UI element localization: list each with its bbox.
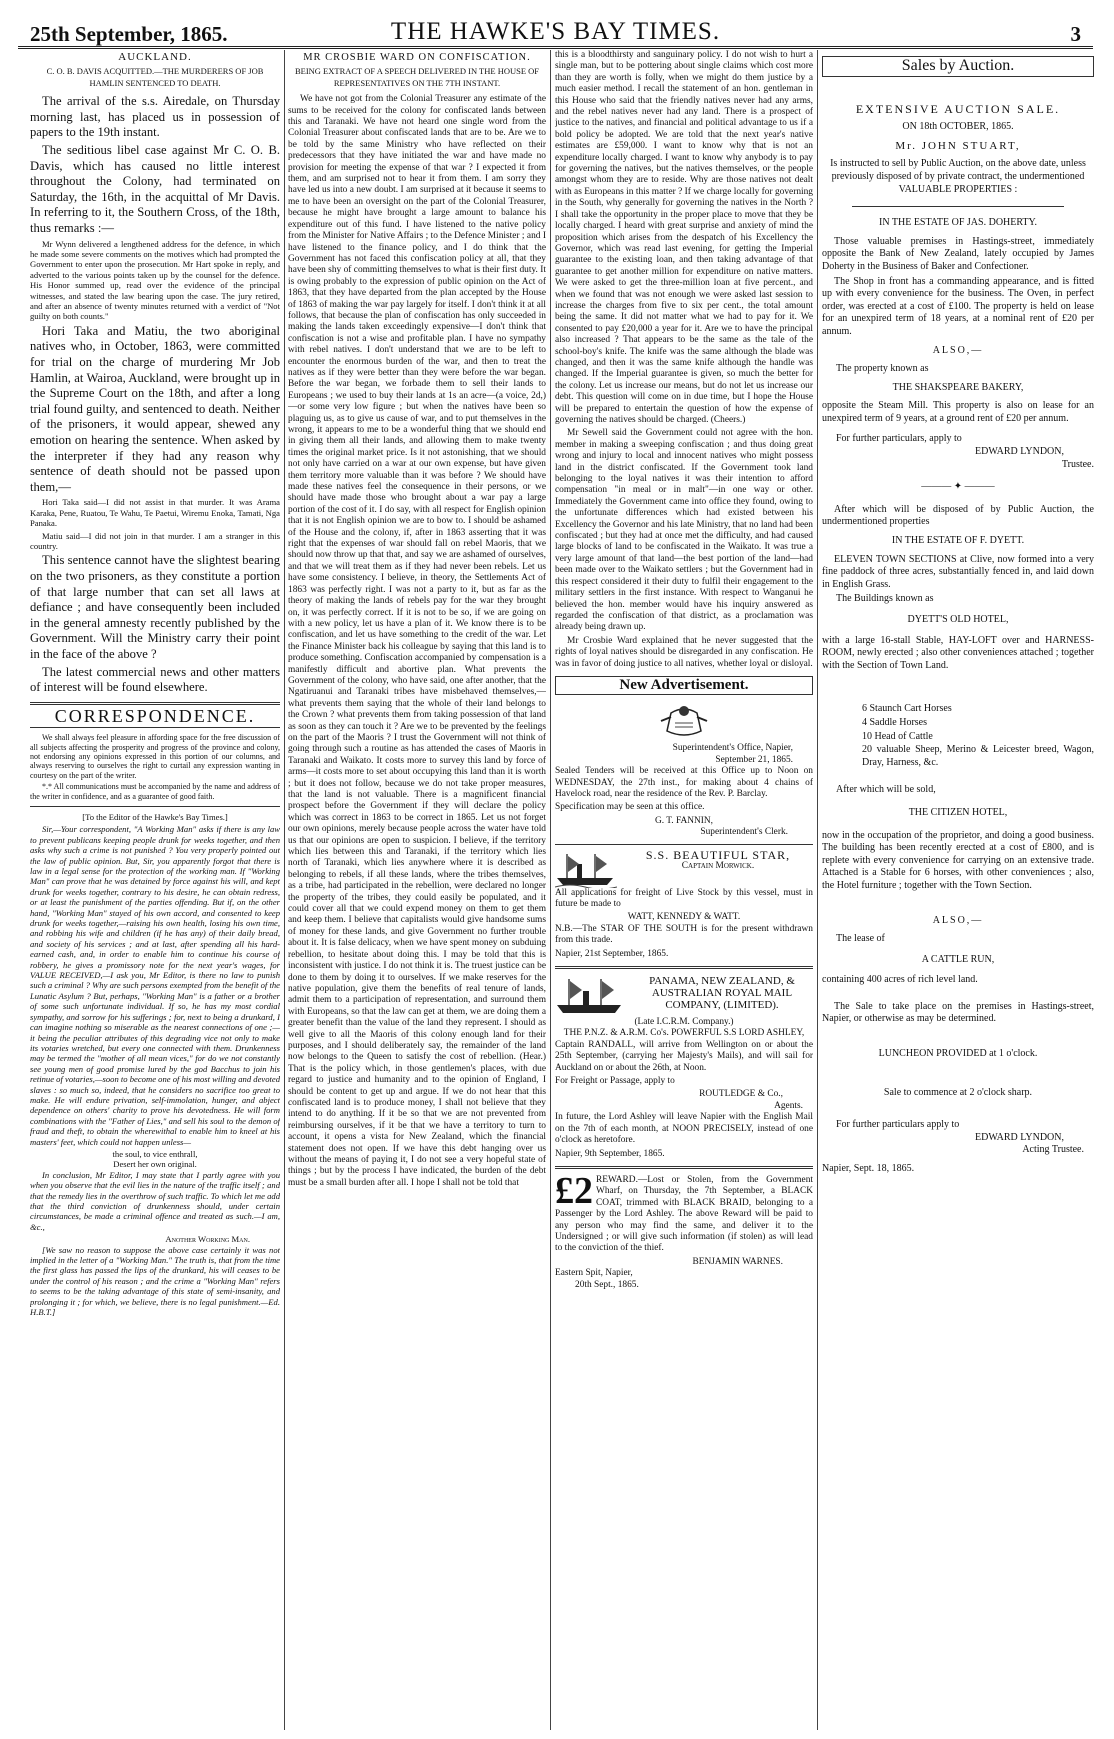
sale-intro: Is instructed to sell by Public Auction, on the above date, unless previously disposed of by private contract, the undermentioned VALUABLE PROPERTIES : [830, 158, 1086, 195]
speech-body: this is a bloodthirsty and sanguinary policy. I do not wish to hurt a single man, but to be pottering about single claims which cost more than they are worth is folly, when we might do them justice by a much easier method. I recall the statement of an hon. gentleman in this House who said that the friendly natives never had any arms, and the rebel natives never had any land. There is a prospect of justice to the natives, and financial and political advantage to us if a bold policy be adopted. We are told that the next year's native estimates are £59,000. I want to know why that is not an expenditure locally charged. I want to know why anybody is to pay for governing the natives, but the natives themselves, or the people amongst whom they are to reside. Why are those natives not dealt with as Europeans in this matter ? If we charge locally for governing in the South, why generally for governing the natives in the North ? I shall take the opportunity in the proper place to move that they be locally charged. I heard with great surprise and anxiety of mind the proposition which arises from the despatch of his Excellency the Governor, which was read last evening, for getting the Imperial guarantee to the existing loan, and then taking advantage of that guarantee to get another million for expenditure on native matters. We were asked to get the three-million loan at five percent., and when we found that was not enough we were asked last session to increase the charges from five to six per cent., the total amount being the same. It did not matter what we had to pay for it. We consented to pay £20,000 a year for it. Are we to have the principal also increased ? That appears to be the same as the tale of the school-boy's knife. The knife was the same although the blade was changed, and then it was the same knife although the handle was changed. If the Imperial guarantee is given, so much the better for the colony. Let us increase our means, but do not let us increase our debt. This question will come on in due time, but I hope the House will be prepared to entertain the question of how the expense of governing the natives should be charged. (Cheers.) [555, 50, 813, 425]
tender-signatory: G. T. FANNIN, [654, 815, 714, 826]
property-name: DYETT'S OLD HOTEL, [907, 614, 1009, 625]
article-paragraph: The arrival of the s.s. Airedale, on Thursday morning last, has placed us in possession of papers to the 19th instant. [30, 94, 280, 140]
auckland-heading: AUCKLAND. [118, 51, 192, 63]
issue-date: 25th September, 1865. [30, 22, 228, 46]
also-label: ALSO,— [932, 344, 984, 356]
ship-agents: WATT, KENNEDY & WATT. [627, 912, 741, 923]
property-name: A CATTLE RUN, [921, 953, 995, 965]
contact-line: For further particulars apply to [836, 1119, 960, 1131]
sale-location: The Sale to take place on the premises in Hastings-street, Napier, or otherwise as may be determined. [822, 1000, 1094, 1025]
column-3 [555, 50, 813, 1730]
section-rule [555, 1166, 813, 1169]
livestock-item: 4 Saddle Horses [862, 716, 927, 728]
section-rule [30, 727, 280, 728]
sewell-reply: Mr Sewell said the Government could not agree with the hon. member in making a sweeping confiscation ; and thus doing great wrong and injury to local and innocent natives who might possess land in the district confiscated. If the Government took land belonging to the loyal natives it was their intention to afford compensation "in meal or in malt"—in one way or other. Immediately the Government came into office they found, owing to the unfortunate differences which had existed between his Excellency the Governor and his late Ministry, that no land had been confiscated ; but they had at once met the difficulty, and had caused large blocks of land to be confiscated in the Waikato. It was true a very large amount of that land—the best portion of the land—had been made over to the Waikato settlers ; but the Government had in this respect considered it their duty to fulfil their engagement to the military settlers in the first instance. With respect to Wanganui he believed the hon. member would have his inquiry answered as regarded the confiscation of that district, as a proclamation was already being drawn up. [555, 428, 813, 633]
property-desc: Those valuable premises in Hastings-street, immediately opposite the Bank of New Zealand, lately occupied by James Doherty in the Business of Baker and Confectioner. [822, 235, 1094, 272]
property-desc: ELEVEN TOWN SECTIONS at Clive, now formed into a very fine paddock of three acres, substantially fenced in, and laid down in English Grass. [822, 553, 1094, 590]
article-paragraph: Hori Taka and Matiu, the two aboriginal natives who, in October, 1863, were committed for trial on the charge of murdering Mr Job Hamlin, at Wairoa, Auckland, were brought up in the Supreme Court on the 18th, and after a long trial found guilty, and sentenced to death. Neither of the prisoners, it would appear, shewed any emotion on hearing the sentence. When asked by the interpreter if they had any reason why sentence of death should not be passed upon them,— [30, 323, 280, 494]
shipping-agent-role: Agents. [774, 1100, 803, 1111]
trustee-name: EDWARD LYNDON, [975, 1131, 1064, 1143]
contact-line: For further particulars, apply to [836, 433, 962, 445]
column-2 [288, 50, 546, 1730]
trustee-role: Acting Trustee. [1022, 1144, 1084, 1156]
verse-line: Desert her own original. [113, 1159, 197, 1170]
page-number: 3 [1070, 22, 1081, 46]
tender-office: Superintendent's Office, Napier, [672, 743, 793, 754]
tender-spec: Specification may be seen at this office. [555, 802, 705, 813]
letter-body: In conclusion, Mr Editor, I may state that I partly agree with you when you observe that the evil lies in the nature of the traffic itself ; and that the remedy lies in the overthrow of such traffic. To which let me add that the third conviction of drunkenness should, under certain circumstances, be made a criminal offence and treated as such.—I am, &c., [30, 1169, 280, 1232]
auction-heading: Sales by Auction. [822, 56, 1094, 77]
steamer-name: THE P.N.Z. & A.R.M. Co's. POWERFUL S.S LORD ASHLEY, [563, 1028, 805, 1039]
livestock-item: 10 Head of Cattle [862, 730, 933, 742]
notice-date: Napier, Sept. 18, 1865. [822, 1163, 915, 1175]
livestock-item: 20 valuable Sheep, Merino & Leicester breed, Wagon, Dray, Harness, &c. [862, 744, 1094, 768]
article-paragraph: The seditious libel case against Mr C. O. B. Davis, which has caused no little interest throughout the Colony, had terminated on Saturday, the 16th, in the acquittal of Mr Davis. In referring to it, the Southern Cross, of the 18th, thus remarks :— [30, 143, 280, 235]
ship-notice: All applications for freight of Live Stock by this vessel, must in future be made to [555, 887, 813, 909]
property-intro: The lease of [836, 933, 885, 945]
verse-line: the soul, to vice enthrall, [112, 1148, 198, 1159]
newspaper-title: THE HAWKE'S BAY TIMES. [390, 18, 721, 45]
column-divider [284, 50, 285, 1730]
livestock-item: 6 Staunch Cart Horses [862, 703, 952, 715]
panama-mail-advertisement [555, 975, 813, 1160]
correspondence-heading: CORRESPONDENCE. [54, 705, 256, 726]
luncheon-notice: LUNCHEON PROVIDED at 1 o'clock. [878, 1048, 1038, 1060]
reward-amount: £2 [555, 1169, 593, 1212]
reward-body: REWARD.—Lost or Stolen, from the Government Wharf, on Thursday, the 7th September, a BLACK COAT, trimmed with BLACK BRAID, belonging to a Passenger by the Lord Ashley. The above Reward will be paid to any person who may find the same, and deliver it to the Undersigned ; or will give such information (if stolen) as will lead to the conviction of the thief. [555, 1174, 813, 1254]
ship-captain: Captain Morwick. [681, 861, 755, 871]
estate-heading: IN THE ESTATE OF JAS. DOHERTY. [879, 217, 1037, 229]
editorial-notice: We shall always feel pleasure in affording space for the free discussion of all subjects affecting the prosperity and progress of the province and colony, not endorsing any opinions expressed in this portion of our columns, and always reserving to ourselves the right to curtail any expression wanting in courtesy on the part of the writer. [30, 733, 280, 780]
section-rule [852, 206, 1064, 207]
shipping-agent: ROUTLEDGE & Co., [699, 1089, 783, 1100]
ship-name: S.S. BEAUTIFUL STAR, [645, 849, 791, 862]
estate-heading: IN THE ESTATE OF F. DYETT. [891, 535, 1025, 547]
quoted-paragraph: Matiu said—I did not join in that murder. I am a stranger in this country. [30, 530, 280, 551]
property-desc: now in the occupation of the proprietor, and doing a good business. The building has been recently erected at a cost of £800, and is replete with every convenience for carrying on an extensive trade. Attached is a Stable for 6 horses, with other conveniences ; also, the Hotel furniture ; together with the Town Section. [822, 829, 1094, 891]
quoted-paragraph: Hori Taka said—I did not assist in that murder. It was Arama Karaka, Pene, Ruatou, Te Wahu, Te Paetui, Wiremu Enoka, Tamati, Nga Panaka. [30, 497, 280, 529]
editor-note: [We saw no reason to suppose the above case certainly it was not implied in the letter of a "Working Man." The truth is, that from the time the first glass has passed the lips of the drunkard, his will ceases to be under the control of his reason ; and the crime a "Working Man" refers to seems to be the taking advantage of this state of semi-insanity, and prolonging it ; for which, we believe, there is no legal punishment.—Ed. H.B.T.] [30, 1244, 280, 1318]
crosbie-reply: Mr Crosbie Ward explained that he never suggested that the rights of loyal natives should be disregarded in any confiscation. He was in favor of doing justice to all natives, whether loyal or disloyal. [555, 635, 813, 669]
company-former-name: (Late I.C.R.M. Company.) [634, 1017, 734, 1028]
after-notice: After which will be sold, [836, 784, 936, 796]
tender-role: Superintendent's Clerk. [700, 827, 788, 838]
reward-date: 20th Sept., 1865. [575, 1279, 639, 1290]
property-desc: with a large 16-stall Stable, HAY-LOFT over and HARNESS-ROOM, newly erected ; also other conveniences attached ; together with the Section of Town Land. [822, 634, 1094, 671]
sale-date: ON 18th OCTOBER, 1865. [902, 121, 1014, 133]
property-intro: The property known as [836, 363, 929, 375]
column-4 [822, 50, 1094, 1730]
sale-time: Sale to commence at 2 o'clock sharp. [883, 1086, 1033, 1098]
sale-title: EXTENSIVE AUCTION SALE. [855, 101, 1061, 116]
property-intro: The Buildings known as [836, 593, 934, 605]
beautiful-star-advertisement [555, 850, 813, 960]
property-name: THE CITIZEN HOTEL, [908, 806, 1008, 818]
auctioneer-name: Mr. JOHN STUART, [895, 139, 1021, 152]
trustee-role: Trustee. [1061, 458, 1094, 470]
column-divider [550, 50, 551, 1730]
column-1 [30, 50, 280, 1730]
steamship-icon [555, 850, 617, 888]
masthead [18, 10, 1093, 49]
also-label: ALSO,— [932, 914, 984, 926]
reward-place: Eastern Spit, Napier, [555, 1268, 633, 1279]
tender-date: September 21, 1865. [715, 754, 793, 765]
notice-date: Napier, 9th September, 1865. [555, 1148, 665, 1159]
trustee-name: EDWARD LYNDON, [975, 446, 1064, 458]
article-paragraph: The latest commercial news and other matters of interest will be found elsewhere. [30, 664, 280, 695]
speech-body: We have not got from the Colonial Treasurer any estimate of the sums to be received for the colony for confiscated lands between this and Taranaki. We have not heard one single word from the Colonial Treasurer about confiscated lands that are to be. Are we to be told by the same Ministry who have reflected on their predecessors that they have initiated the war and have made no provision for meeting the expense of that war ? I expected it from them, and am surprised not to hear it from them. I am sorry they have led us into a new doubt. I am surprised at it because it seems to me to have been an oversight on the part of the Colonial Treasurer, because he might have brought a large amount to balance his expenditure out of this fund. I have listened to the native policy from the Minister for Native Affairs ; to the Defence Minister ; and I have listened to the finance policy, and I do think that the Government has not faced this confiscation policy at all, that they have been shy of committing themselves to what is their first duty. It is owing probably to the expression of public opinion on the Act of 1863, that they have departed from the plan accepted by the House of 1863 of making the war pay largely for itself. I don't think it at all follows, that because the plan of confiscation has only succeeded in making the lands taken exceedingly expensive—I don't think that confiscation is not a wise and profitable plan. I have no sympathy with rebel natives. I don't understand that we are to be left to encounter the enormous burden of the war, and then to treat the natives as if they were better than they were before the war began. Before the war began, we forbade them to sell their lands to Europeans ; we used to buy their lands at 1s an acre—(a voice, 2d,)—or some very low figure ; but when the natives have been so plaguing us, as to give us cause of war, and to put themselves in the wrong, it appears to me to be a wonderful thing that we should end in giving them all their lands, and allowing them to make twenty times the original market price. Is it not astonishing, that we should not only have carried on a war at our own expense, but have given them territory more valuable than it was before ? We should have made these natives feel the consequence in their persons, or we should have made those who brought about a war pay a large portion of the cost of it. I do say, with all respect for English opinion that it is not English opinion we are to bow to. I should be ashamed of the House and the colony, if, after in 1863 asserting that it was right that the expenses of war should fall on rebel Maoris, that we should now throw up that that, and say we are ashamed of ourselves, and that we will treat them as if they had never been rebels. Let us have some consistency. I believe, in theory, the Settlements Act of 1863 was perfectly right. I was not a party to it, but as far as the theory of making the lands of rebels pay for the war they brought on, it was perfectly correct. If it is not to be so, if we are going on with a new policy, let us have a plan of it. We know there is to be confiscation, and let us have something to the credit of the war. Let the Finance Minister back his colleague by saying that this land is to produce something. Confiscation accompanied by compensation is a manifestly difficult and abortive plan. What prevents the Government of the colony, who have said, one after another, that the Ngatiruanui and Taranaki tribes have misbehaved themselves,—what prevents them saying that the whole of their land belongs to the Crown ? what prevents them from taking possession of that land as soon as they can touch it ? Are we to be prevented by the feelings on the part of the Maoris ? I trust the Government will not think of going through such a routine as has attended the cases of Maoris in Taranaki and Waikato. It costs more to survey this land by force of arms—it costs more to set about occupying this land than it is worth ; but it does not follow, because we do not take proper measures, that the land is not valuable. There is a magnificent financial prospect before the Government if they will declare the policy which was correct in 1863 to be correct in 1865. Let us not forget our own opinions, merely because people across the water have told us that our opinions are open to suspicion. I believe, if the territory which lies between this and Taranaki, if the territory which lies north of Taranaki, which lies anywhere where it is described as belonging to rebels, if all these lands, where the tribes themselves, as a tribe, had participated in the rebellion, were declared no longer the property of the tribes, they could easily be populated, and it could cover all that we could expend money on them to get them and keep them. I believe that capitalists would give handsome sums of money for these lands, and give Government no further trouble about it. It is false delicacy, when we have spent money on subduing rebellion, to hesitate about doing this. I may be told that this is inconsistent with justice. I do not think it is. The truest justice can be done to them by doing it to ourselves. If we make reserves for the native population, give them the benefits of real tenure of lands, admit them to a participation of representation, and surround them with Europeans, so that the law can get at them, we are doing them a greater benefit than the value of the land they represent. I should as well give to all the Maoris of this colony enough land for their purposes, and I should deliberately say, the remainder of the land now belongs to the Queen to satisfy the cost of rebellion. (Hear.) That is the policy which, in those gentlemen's places, with due regard to justice and humanity and to the opinion of England, I should be content to get up and argue. If we do not hear that this confiscated land is to produce money, I shall not believe that they intend to do anything. If it be so that we are not prevented from reimbursing ourselves, if it be that we have a territory to turn to account, it opens a vista for New Zealand, which the financial statement does not open. If we have this debt hanging over us without the means of paying it, I do not see a very hopeful state of things ; but by the process I have indicated, the burden of the debt must be a small burden after all. I hope I shall not be told that [288, 94, 546, 1188]
letter-signature: Another Working Man. [165, 1234, 250, 1245]
future-notice: In future, the Lord Ashley will leave Napier with the English Mail on the 7th of each month, at NOON PRECISELY, instead of one o'clock as heretofore. [555, 1112, 813, 1146]
section-rule [555, 844, 813, 845]
property-desc: opposite the Steam Mill. This property is also on lease for an unexpired term of 9 years, at a ground rent of £20 per annum. [822, 400, 1094, 424]
reward-signatory: BENJAMIN WARNES. [692, 1256, 783, 1267]
new-advertisement-heading: New Advertisement. [555, 676, 813, 695]
article-subtitle: BEING EXTRACT OF A SPEECH DELIVERED IN THE HOUSE OF REPRESENTATIVES ON THE 7TH INSTANT. [294, 66, 540, 88]
sailing-notice: Captain RANDALL, will arrive from Wellington on or about the 25th September, (carrying her Majesty's Mails), and will sail for Auckland on or about the 26th, at Noon. [555, 1039, 813, 1073]
quoted-paragraph: Mr Wynn delivered a lengthened address for the defence, in which he made some severe comments on the motives which had prompted the Government to enter upon the prosecution. Mr Hart spoke in reply, and adverted to the various points taken up by the counsel for the defence. His Honor summed up, read over the evidence of the principal witnesses, and stated the law bearing upon the case. The jury retired, and after an absence of twenty minutes returned with a verdict of "Not guilty on both counts." [30, 238, 280, 322]
article-paragraph: This sentence cannot have the slightest bearing on the two prisoners, as they constitute a portion of that large number that can set all laws at defiance ; and have consequently been included in the general amnesty recently published by the Government. Will the Ministry carry their point in the face of the above ? [30, 553, 280, 661]
section-rule [30, 702, 280, 705]
coat-of-arms-icon [657, 701, 711, 739]
company-name: PANAMA, NEW ZEALAND, & AUSTRALIAN ROYAL MAIL COMPANY, (LIMITED). [649, 975, 795, 1012]
letter-body: Sir,—Your correspondent, "A Working Man" asks if there is any law to prevent publicans keeping people drunk for weeks together, and then asks why such a crime is not punished ? You very properly pointed out the law of public opinion. But, Sir, you apparently forgot that there is law in a legal sense for the protection of the working man. If "Working Man" can prove that he was detained by force against his will, and kept drunk for weeks together, contrary to his desire, he can obtain redress, or at least the punishment of the parties offending. But if, on the other hand, "Working Man" stayed of his own accord, and consented to keep drunk for weeks together,—raising his own health, losing his own time, and robbing his wife and children (if he has any) of their daily bread, and society of his services ; and at last, after spending all his hard-earned cash, and, in order to enable him to continue his course of robbery, he gives a promissory note for the next year's wages, for VALUE RECEIVED,—I ask you, Mr Editor, is there no law to punish such a criminal ? Why are such persons exempted from the benefit of the Lunatic Asylum ? But, perhaps, "Working Man" is a father or a brother of some such unfortunate individual. If so, he has my most cordial sympathy, and sorrow for his sufferings ; for, next to being a drunkard, I can imagine nothing so miserable as the nearest connections of one ;—it being the peculiar attributes of this degrading vice not only to make its votaries wretched, but every one connected with them. Drunkenness may be termed the "mother of all mean vices," for do we not constantly see young men of good promise lured by the god Bacchus to join his retinue of votaries,—soon to become one of his most willing and devoted slaves : so much so, indeed, that he considers no sacrifice too great to make. He will endure privation, self-immolation, hunger, and abject dependence on others' charity to prove his devotedness. He will form combinations with the "Father of Lies," and sell his soul to the demon of fraud and theft, to obtain the wherewithal to enable him to kneel at his masters' feet, which could not happen unless— [30, 824, 280, 1147]
column-divider [817, 50, 818, 1730]
article-title: MR CROSBIE WARD ON CONFISCATION. [303, 52, 531, 63]
reward-advertisement [555, 1169, 813, 1291]
letter-address: [To the Editor of the Hawke's Bay Times.] [82, 811, 228, 822]
after-notice: After which will be disposed of by Public Auction, the undermentioned properties [822, 503, 1094, 528]
property-desc: The Shop in front has a commanding appearance, and is fitted up with every convenience for the business. The Oven, in perfect order, was erected at a cost of £100. The property is held on lease for an unexpired term of 18 years, at a nominal rent of £20 per annum. [822, 275, 1094, 337]
ornament-divider: ——— ✦ ——— [921, 481, 995, 493]
property-name: THE SHAKSPEARE BAKERY, [892, 381, 1024, 393]
editorial-notice: *.* All communications must be accompanied by the name and address of the writer in confidence, and as a guarantee of good faith. [30, 782, 280, 801]
mail-steamer-icon [555, 975, 625, 1017]
auckland-subheading: C. O. B. DAVIS ACQUITTED.—THE MURDERERS OF JOB HAMLIN SENTENCED TO DEATH. [46, 66, 264, 88]
freight-notice: For Freight or Passage, apply to [555, 1076, 675, 1087]
ship-date: Napier, 21st September, 1865. [555, 948, 669, 959]
section-rule [555, 966, 813, 969]
section-rule [30, 806, 280, 807]
tender-body: Sealed Tenders will be received at this Office up to Noon on WEDNESDAY, the 27th inst., for making about 4 chains of Havelock road, near the residence of the Rev. P. Barclay. [555, 766, 813, 799]
ship-nb: N.B.—The STAR OF THE SOUTH is for the present withdrawn from this trade. [555, 923, 813, 946]
tender-advertisement [555, 701, 813, 838]
livestock-list [822, 703, 1094, 769]
property-desc: containing 400 acres of rich level land. [822, 974, 978, 986]
